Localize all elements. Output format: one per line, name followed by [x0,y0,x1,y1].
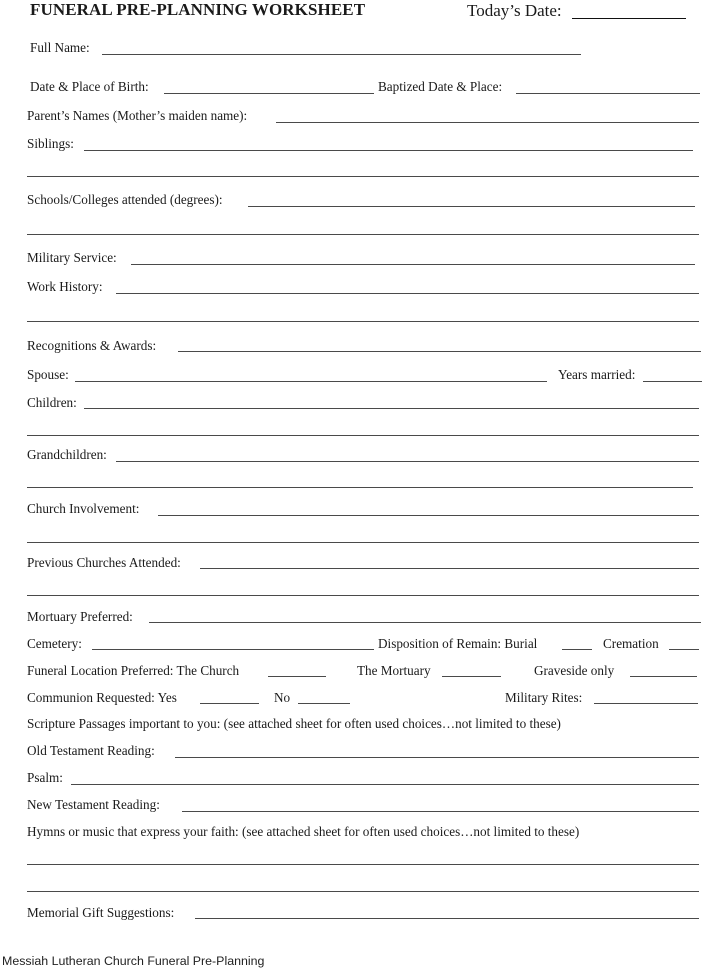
communion-no-field[interactable] [298,703,350,704]
work-history-field[interactable] [116,293,699,294]
communion-yes-label: Communion Requested: Yes [27,690,177,705]
schools-label: Schools/Colleges attended (degrees): [27,192,223,207]
previous-churches-label: Previous Churches Attended: [27,555,181,570]
spouse-label: Spouse: [27,367,69,382]
cemetery-label: Cemetery: [27,636,82,651]
birth-label: Date & Place of Birth: [30,79,149,94]
todays-date-field[interactable] [572,18,686,19]
cemetery-field[interactable] [92,649,374,650]
old-testament-field[interactable] [175,757,699,758]
page-title: FUNERAL PRE-PLANNING WORKSHEET [30,0,366,19]
children-label: Children: [27,395,77,410]
old-testament-label: Old Testament Reading: [27,743,155,758]
spouse-field[interactable] [75,381,547,382]
military-rites-label: Military Rites: [505,690,583,705]
recognitions-field[interactable] [178,351,701,352]
memorial-label: Memorial Gift Suggestions: [27,905,175,920]
full-name-label: Full Name: [30,40,90,55]
siblings-field[interactable] [84,150,693,151]
psalm-label: Psalm: [27,770,63,785]
footer-text: Messiah Lutheran Church Funeral Pre-Planning [2,954,265,968]
burial-field[interactable] [562,649,592,650]
military-service-field[interactable] [131,264,695,265]
cremation-field[interactable] [669,649,699,650]
siblings-label: Siblings: [27,136,74,151]
mortuary-field[interactable] [149,622,701,623]
siblings-field-2[interactable] [27,176,699,177]
todays-date-label: Today’s Date: [467,1,562,20]
schools-field[interactable] [248,206,695,207]
grandchildren-field-2[interactable] [27,487,693,488]
birth-field[interactable] [164,93,374,94]
the-mortuary-label: The Mortuary [357,663,431,678]
children-field[interactable] [84,408,699,409]
church-involvement-field[interactable] [158,515,699,516]
baptized-label: Baptized Date & Place: [378,79,503,94]
hymns-note: Hymns or music that express your faith: (see attached sheet for often used choices…not limited to these) [27,824,580,839]
mortuary-location-field[interactable] [442,676,501,677]
grandchildren-field[interactable] [116,461,699,462]
new-testament-label: New Testament Reading: [27,797,160,812]
funeral-location-church-label: Funeral Location Preferred: The Church [27,663,240,678]
church-involvement-field-2[interactable] [27,542,699,543]
new-testament-field[interactable] [182,811,699,812]
communion-no-label: No [274,690,291,705]
church-location-field[interactable] [268,676,326,677]
parents-label: Parent’s Names (Mother’s maiden name): [27,108,248,123]
military-rites-field[interactable] [594,703,698,704]
graveside-field[interactable] [630,676,697,677]
scripture-note: Scripture Passages important to you: (see attached sheet for often used choices…not limited to these) [27,716,561,731]
grandchildren-label: Grandchildren: [27,447,107,462]
mortuary-label: Mortuary Preferred: [27,609,133,624]
memorial-field[interactable] [195,918,699,919]
work-history-field-2[interactable] [27,321,699,322]
baptized-field[interactable] [516,93,700,94]
hymns-field-2[interactable] [27,891,699,892]
recognitions-label: Recognitions & Awards: [27,338,157,353]
graveside-label: Graveside only [534,663,615,678]
full-name-field[interactable] [102,54,581,55]
schools-field-2[interactable] [27,234,699,235]
work-history-label: Work History: [27,279,103,294]
church-involvement-label: Church Involvement: [27,501,140,516]
military-service-label: Military Service: [27,250,117,265]
communion-yes-field[interactable] [200,703,259,704]
parents-field[interactable] [276,122,699,123]
disposition-burial-label: Disposition of Remain: Burial [378,636,538,651]
hymns-field-1[interactable] [27,864,699,865]
psalm-field[interactable] [71,784,699,785]
children-field-2[interactable] [27,435,699,436]
previous-churches-field[interactable] [200,568,699,569]
years-married-label: Years married: [558,367,636,382]
previous-churches-field-2[interactable] [27,595,699,596]
years-married-field[interactable] [643,381,702,382]
cremation-label: Cremation [603,636,659,651]
